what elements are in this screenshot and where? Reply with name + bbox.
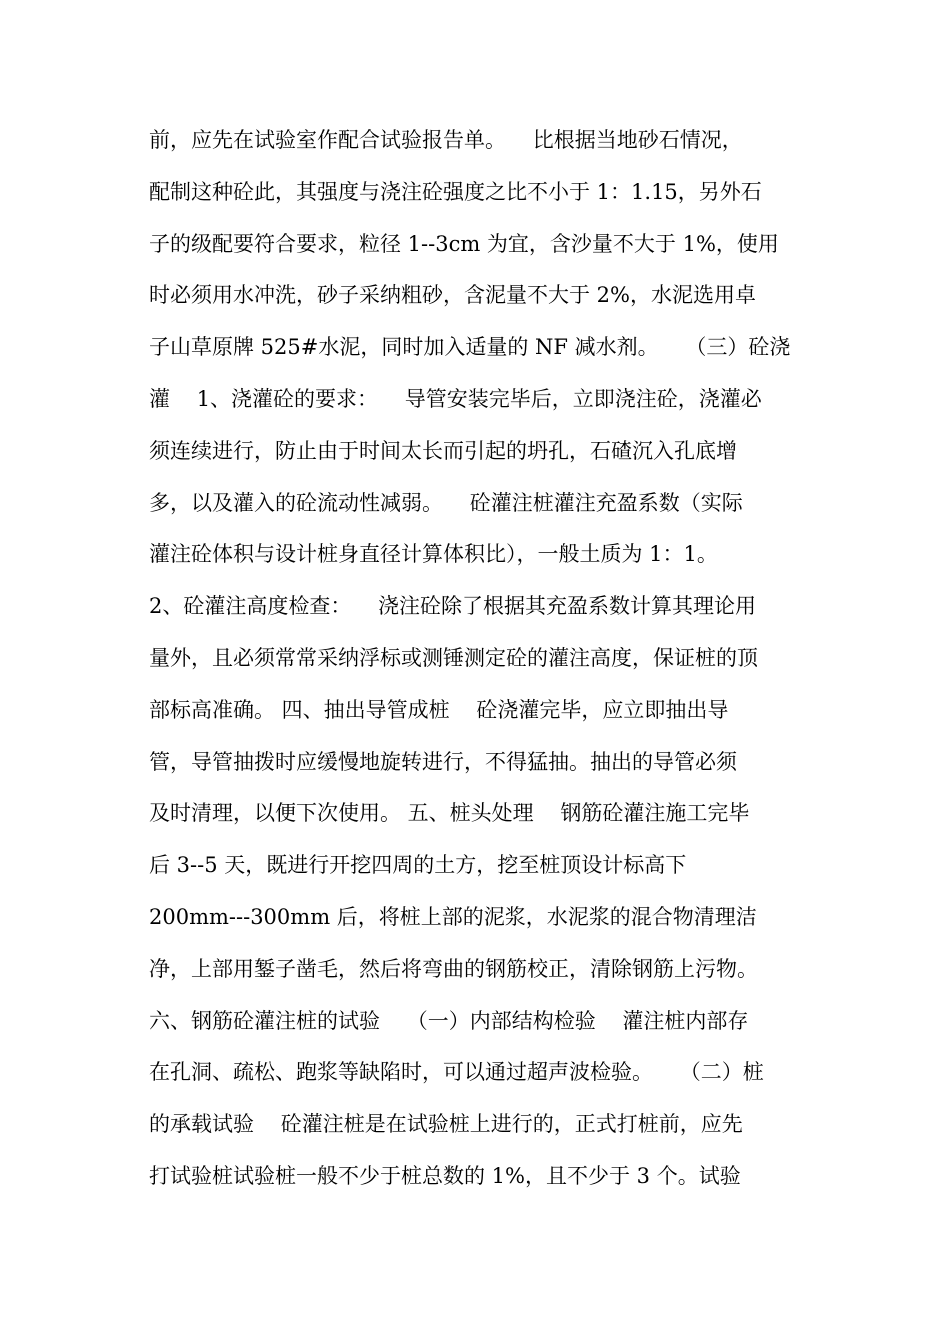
text-line: 子的级配要符合要求，粒径 1--3cm 为宜，含沙量不大于 1%，使用 xyxy=(149,231,779,256)
text-line: 200mm---300mm 后，将桩上部的泥浆，水泥浆的混合物清理洁 xyxy=(149,904,757,929)
text-line: 配制这种砼此，其强度与浇注砼强度之比不小于 1：1.15，另外石 xyxy=(149,179,762,204)
text-line: 须连续进行，防止由于时间太长而引起的坍孔，石碴沉入孔底增 xyxy=(149,438,737,463)
text-line: 打试验桩试验桩一般不少于桩总数的 1%，且不少于 3 个。试验 xyxy=(149,1163,741,1188)
text-line: 2、砼灌注高度检查： 浇注砼除了根据其充盈系数计算其理论用 xyxy=(149,594,757,619)
text-line: 在孔洞、疏松、跑浆等缺陷时，可以通过超声波检验。 （二）桩 xyxy=(149,1060,764,1085)
text-line: 子山草原牌 525#水泥，同时加入适量的 NF 减水剂。 （三）砼浇 xyxy=(149,335,791,360)
text-line: 净，上部用錾子凿毛，然后将弯曲的钢筋校正，清除钢筋上污物。 xyxy=(149,956,758,981)
text-line: 前，应先在试验室作配合试验报告单。 比根据当地砂石情况， xyxy=(149,128,743,152)
text-line: 时必须用水冲洗，砂子采纳粗砂，含泥量不大于 2%，水泥选用卓 xyxy=(149,283,756,308)
text-line: 部标高准确。 四、抽出导管成桩 砼浇灌完毕，应立即抽出导 xyxy=(149,697,729,722)
text-line: 的承载试验 砼灌注桩是在试验桩上进行的，正式打桩前，应先 xyxy=(149,1112,743,1137)
text-line: 灌注砼体积与设计桩身直径计算体积比），一般土质为 1：1。 xyxy=(149,542,718,567)
text-line: 量外，且必须常常采纳浮标或测锤测定砼的灌注高度，保证桩的顶 xyxy=(149,645,758,670)
text-line: 多，以及灌入的砼流动性减弱。 砼灌注桩灌注充盈系数（实际 xyxy=(149,490,743,515)
text-line: 六、钢筋砼灌注桩的试验 （一）内部结构检验 灌注桩内部存 xyxy=(149,1008,749,1033)
text-line: 后 3--5 天，既进行开挖四周的土方，挖至桩顶设计标高下 xyxy=(149,853,687,878)
body-text xyxy=(149,115,809,1203)
text-line: 灌 1、浇灌砼的要求： 导管安装完毕后，立即浇注砼，浇灌必 xyxy=(149,386,762,411)
text-line: 管，导管抽拨时应缓慢地旋转进行，不得猛抽。抽出的导管必须 xyxy=(149,749,737,774)
text-line: 及时清理，以便下次使用。 五、桩头处理 钢筋砼灌注施工完毕 xyxy=(149,801,750,826)
